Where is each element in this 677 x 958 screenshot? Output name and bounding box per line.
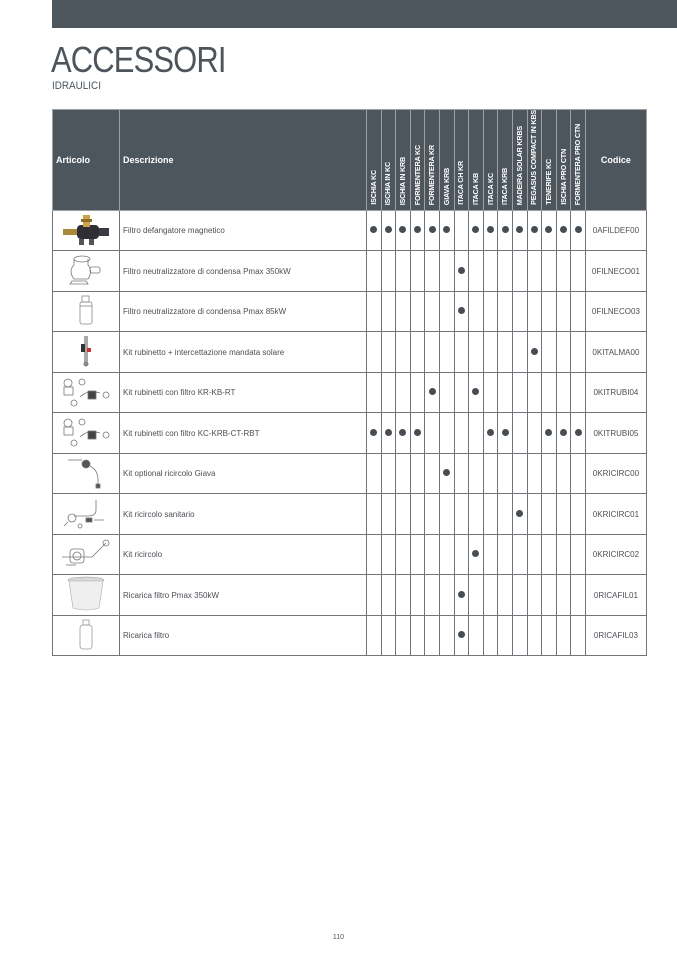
code-cell: 0KITRUBI04 xyxy=(585,372,646,413)
compatibility-cell xyxy=(527,291,542,332)
column-header-model: ISCHIA IN KC xyxy=(381,110,396,211)
compatibility-cell xyxy=(367,534,382,575)
compatibility-cell xyxy=(542,251,557,292)
compatibility-cell xyxy=(483,413,498,454)
compatibility-cell xyxy=(498,372,513,413)
compatibility-cell xyxy=(439,413,454,454)
recirculation-giava-image xyxy=(64,456,108,492)
page-subtitle: IDRAULICI xyxy=(52,80,101,92)
compatibility-cell xyxy=(439,575,454,616)
column-header-model: GIAVA KRB xyxy=(439,110,454,211)
compatibility-cell xyxy=(571,372,586,413)
compatibility-cell xyxy=(425,615,440,656)
compatibility-cell xyxy=(396,413,411,454)
compatible-dot-icon xyxy=(487,226,494,233)
compatibility-cell xyxy=(469,210,484,251)
compatibility-cell xyxy=(571,575,586,616)
table-row xyxy=(53,615,647,656)
compatibility-cell xyxy=(439,291,454,332)
accessories-table xyxy=(52,109,647,656)
solar-tap-kit-image xyxy=(78,334,94,370)
compatibility-cell xyxy=(410,615,425,656)
compatibility-cell xyxy=(556,615,571,656)
compatible-dot-icon xyxy=(429,388,436,395)
compatibility-cell xyxy=(556,413,571,454)
compatibility-cell xyxy=(571,453,586,494)
compatibility-cell xyxy=(396,534,411,575)
compatible-dot-icon xyxy=(531,348,538,355)
article-image-cell xyxy=(53,615,120,656)
compatibility-cell xyxy=(454,291,469,332)
compatible-dot-icon xyxy=(531,226,538,233)
compatibility-cell xyxy=(542,413,557,454)
compatibility-cell xyxy=(425,494,440,535)
compatibility-cell xyxy=(381,251,396,292)
compatibility-cell xyxy=(469,332,484,373)
compatible-dot-icon xyxy=(472,388,479,395)
compatible-dot-icon xyxy=(385,226,392,233)
compatibility-cell xyxy=(512,372,527,413)
table-row xyxy=(53,413,647,454)
tap-filter-kit-image xyxy=(58,375,114,411)
compatibility-cell xyxy=(542,372,557,413)
compatibility-cell xyxy=(439,615,454,656)
compatibility-cell xyxy=(439,251,454,292)
description-cell: Kit ricircolo sanitario xyxy=(120,494,367,535)
compatibility-cell xyxy=(483,372,498,413)
compatible-dot-icon xyxy=(458,591,465,598)
column-header-model: ITACA KRB xyxy=(498,110,513,211)
compatible-dot-icon xyxy=(560,226,567,233)
description-cell: Filtro defangatore magnetico xyxy=(120,210,367,251)
compatibility-cell xyxy=(527,534,542,575)
description-cell: Kit rubinetti con filtro KR-KB-RT xyxy=(120,372,367,413)
compatibility-cell xyxy=(512,494,527,535)
compatible-dot-icon xyxy=(458,631,465,638)
compatibility-cell xyxy=(454,575,469,616)
compatibility-cell xyxy=(367,291,382,332)
compatibility-cell xyxy=(498,210,513,251)
compatibility-cell xyxy=(439,534,454,575)
compatibility-cell xyxy=(498,494,513,535)
compatible-dot-icon xyxy=(414,429,421,436)
compatibility-cell xyxy=(512,534,527,575)
compatible-dot-icon xyxy=(472,226,479,233)
compatibility-cell xyxy=(556,210,571,251)
compatibility-cell xyxy=(556,494,571,535)
compatible-dot-icon xyxy=(399,226,406,233)
compatibility-cell xyxy=(556,575,571,616)
compatibility-cell xyxy=(512,291,527,332)
compatibility-cell xyxy=(483,575,498,616)
compatibility-cell xyxy=(483,534,498,575)
compatibility-cell xyxy=(410,453,425,494)
compatible-dot-icon xyxy=(502,226,509,233)
compatible-dot-icon xyxy=(443,226,450,233)
compatible-dot-icon xyxy=(458,267,465,274)
compatibility-cell xyxy=(498,291,513,332)
compatibility-cell xyxy=(439,332,454,373)
compatibility-cell xyxy=(367,372,382,413)
top-banner xyxy=(52,0,677,28)
table-row xyxy=(53,534,647,575)
compatibility-cell xyxy=(498,575,513,616)
compatible-dot-icon xyxy=(414,226,421,233)
table-header-row xyxy=(53,110,647,211)
compatibility-cell xyxy=(410,251,425,292)
compatibility-cell xyxy=(439,453,454,494)
compatibility-cell xyxy=(454,332,469,373)
article-image-cell xyxy=(53,575,120,616)
compatibility-cell xyxy=(367,615,382,656)
article-image-cell xyxy=(53,453,120,494)
compatibility-cell xyxy=(512,413,527,454)
compatibility-cell xyxy=(571,494,586,535)
compatibility-cell xyxy=(396,332,411,373)
compatibility-cell xyxy=(512,332,527,373)
compatibility-cell xyxy=(469,494,484,535)
compatibility-cell xyxy=(498,534,513,575)
compatible-dot-icon xyxy=(502,429,509,436)
compatibility-cell xyxy=(556,534,571,575)
compatibility-cell xyxy=(425,210,440,251)
compatibility-cell xyxy=(512,453,527,494)
compatibility-cell xyxy=(498,453,513,494)
compatibility-cell xyxy=(542,494,557,535)
compatibility-cell xyxy=(425,372,440,413)
article-image-cell xyxy=(53,534,120,575)
compatibility-cell xyxy=(454,413,469,454)
compatible-dot-icon xyxy=(516,510,523,517)
description-cell: Ricarica filtro Pmax 350kW xyxy=(120,575,367,616)
compatibility-cell xyxy=(439,372,454,413)
filter-refill-image xyxy=(76,618,96,654)
description-cell: Filtro neutralizzatore di condensa Pmax 350kW xyxy=(120,251,367,292)
compatibility-cell xyxy=(410,210,425,251)
compatibility-cell xyxy=(396,372,411,413)
compatibility-cell xyxy=(439,210,454,251)
column-header-model: ITACA KC xyxy=(483,110,498,211)
compatibility-cell xyxy=(425,251,440,292)
compatibility-cell xyxy=(571,534,586,575)
code-cell: 0KRICIRC00 xyxy=(585,453,646,494)
column-header-model: ITACA CH KR xyxy=(454,110,469,211)
compatible-dot-icon xyxy=(443,469,450,476)
article-image-cell xyxy=(53,210,120,251)
compatibility-cell xyxy=(410,372,425,413)
column-header-model: MADEIRA SOLAR KRBS xyxy=(512,110,527,211)
compatibility-cell xyxy=(381,534,396,575)
compatibility-cell xyxy=(454,210,469,251)
compatibility-cell xyxy=(571,413,586,454)
code-cell: 0FILNECO01 xyxy=(585,251,646,292)
compatibility-cell xyxy=(498,332,513,373)
compatibility-cell xyxy=(556,251,571,292)
compatibility-cell xyxy=(527,372,542,413)
compatibility-cell xyxy=(396,615,411,656)
compatibility-cell xyxy=(425,534,440,575)
compatible-dot-icon xyxy=(370,429,377,436)
code-cell: 0AFILDEF00 xyxy=(585,210,646,251)
compatibility-cell xyxy=(410,534,425,575)
compatible-dot-icon xyxy=(385,429,392,436)
compatibility-cell xyxy=(367,251,382,292)
compatibility-cell xyxy=(439,494,454,535)
column-header-model: FORMENTERA KC xyxy=(410,110,425,211)
table-row xyxy=(53,251,647,292)
compatibility-cell xyxy=(381,332,396,373)
compatibility-cell xyxy=(469,615,484,656)
compatibility-cell xyxy=(527,413,542,454)
code-cell: 0KRICIRC01 xyxy=(585,494,646,535)
compatibility-cell xyxy=(396,251,411,292)
compatibility-cell xyxy=(483,291,498,332)
compatibility-cell xyxy=(498,413,513,454)
compatibility-cell xyxy=(512,210,527,251)
compatibility-cell xyxy=(469,291,484,332)
page-number: 110 xyxy=(332,934,345,941)
compatibility-cell xyxy=(527,453,542,494)
condensate-neutralizer-350-image xyxy=(64,253,108,289)
magnetic-filter-image xyxy=(57,213,115,249)
compatible-dot-icon xyxy=(575,226,582,233)
compatible-dot-icon xyxy=(370,226,377,233)
compatible-dot-icon xyxy=(545,226,552,233)
compatible-dot-icon xyxy=(399,429,406,436)
compatibility-cell xyxy=(542,453,557,494)
compatibility-cell xyxy=(527,251,542,292)
compatibility-cell xyxy=(527,210,542,251)
table-row xyxy=(53,575,647,616)
code-cell: 0FILNECO03 xyxy=(585,291,646,332)
compatibility-cell xyxy=(483,615,498,656)
code-cell: 0KITALMA00 xyxy=(585,332,646,373)
compatible-dot-icon xyxy=(575,429,582,436)
compatibility-cell xyxy=(396,291,411,332)
compatibility-cell xyxy=(483,494,498,535)
compatibility-cell xyxy=(454,372,469,413)
article-image-cell xyxy=(53,494,120,535)
article-image-cell xyxy=(53,413,120,454)
compatibility-cell xyxy=(454,251,469,292)
compatible-dot-icon xyxy=(487,429,494,436)
compatibility-cell xyxy=(425,453,440,494)
compatibility-cell xyxy=(542,291,557,332)
compatibility-cell xyxy=(425,413,440,454)
compatibility-cell xyxy=(425,291,440,332)
compatibility-cell xyxy=(367,332,382,373)
compatibility-cell xyxy=(367,413,382,454)
compatibility-cell xyxy=(381,413,396,454)
compatibility-cell xyxy=(483,453,498,494)
compatibility-cell xyxy=(425,575,440,616)
compatibility-cell xyxy=(556,332,571,373)
table-body xyxy=(53,210,647,656)
compatibility-cell xyxy=(542,332,557,373)
compatibility-cell xyxy=(396,453,411,494)
column-header-codice: Codice xyxy=(585,110,646,211)
compatibility-cell xyxy=(469,575,484,616)
article-image-cell xyxy=(53,332,120,373)
description-cell: Ricarica filtro xyxy=(120,615,367,656)
compatibility-cell xyxy=(483,251,498,292)
compatibility-cell xyxy=(571,251,586,292)
compatibility-cell xyxy=(483,332,498,373)
compatibility-cell xyxy=(425,332,440,373)
compatibility-cell xyxy=(542,210,557,251)
compatibility-cell xyxy=(381,494,396,535)
compatibility-cell xyxy=(367,575,382,616)
table-row xyxy=(53,494,647,535)
recirculation-kit-image xyxy=(58,537,114,573)
compatibility-cell xyxy=(542,534,557,575)
compatibility-cell xyxy=(381,210,396,251)
compatibility-cell xyxy=(410,575,425,616)
column-header-model: FORMENTERA PRO CTN xyxy=(571,110,586,211)
code-cell: 0KRICIRC02 xyxy=(585,534,646,575)
code-cell: 0RICAFIL03 xyxy=(585,615,646,656)
article-image-cell xyxy=(53,372,120,413)
column-header-model: FORMENTERA KR xyxy=(425,110,440,211)
code-cell: 0KITRUBI05 xyxy=(585,413,646,454)
compatibility-cell xyxy=(512,615,527,656)
compatibility-cell xyxy=(556,372,571,413)
compatibility-cell xyxy=(469,453,484,494)
compatibility-cell xyxy=(454,615,469,656)
compatibility-cell xyxy=(542,615,557,656)
compatibility-cell xyxy=(410,291,425,332)
compatible-dot-icon xyxy=(472,550,479,557)
column-header-model: TENERIFE KC xyxy=(542,110,557,211)
article-image-cell xyxy=(53,291,120,332)
compatible-dot-icon xyxy=(429,226,436,233)
compatibility-cell xyxy=(527,494,542,535)
compatible-dot-icon xyxy=(545,429,552,436)
compatibility-cell xyxy=(381,575,396,616)
compatible-dot-icon xyxy=(516,226,523,233)
compatibility-cell xyxy=(381,372,396,413)
compatibility-cell xyxy=(367,453,382,494)
column-header-model: ISCHIA PRO CTN xyxy=(556,110,571,211)
compatibility-cell xyxy=(367,494,382,535)
compatibility-cell xyxy=(571,332,586,373)
compatibility-cell xyxy=(571,615,586,656)
column-header-model: ISCHIA KC xyxy=(367,110,382,211)
compatibility-cell xyxy=(527,575,542,616)
compatibility-cell xyxy=(498,615,513,656)
compatibility-cell xyxy=(571,210,586,251)
table-row xyxy=(53,453,647,494)
compatibility-cell xyxy=(556,453,571,494)
condensate-neutralizer-85-image xyxy=(76,294,96,330)
compatibility-cell xyxy=(542,575,557,616)
compatibility-cell xyxy=(512,251,527,292)
description-cell: Kit optional ricircolo Giava xyxy=(120,453,367,494)
compatibility-cell xyxy=(483,210,498,251)
compatibility-cell xyxy=(454,453,469,494)
code-cell: 0RICAFIL01 xyxy=(585,575,646,616)
description-cell: Kit ricircolo xyxy=(120,534,367,575)
filter-refill-350-image xyxy=(66,576,106,614)
compatibility-cell xyxy=(367,210,382,251)
column-header-model: ITACA KB xyxy=(469,110,484,211)
compatibility-cell xyxy=(396,575,411,616)
description-cell: Kit rubinetti con filtro KC-KRB-CT-RBT xyxy=(120,413,367,454)
compatibility-cell xyxy=(396,210,411,251)
table-row xyxy=(53,372,647,413)
compatibility-cell xyxy=(556,291,571,332)
compatibility-cell xyxy=(454,534,469,575)
column-header-descrizione: Descrizione xyxy=(120,110,367,211)
table-row xyxy=(53,332,647,373)
compatibility-cell xyxy=(469,413,484,454)
compatibility-cell xyxy=(527,615,542,656)
compatibility-cell xyxy=(410,413,425,454)
compatibility-cell xyxy=(571,291,586,332)
article-image-cell xyxy=(53,251,120,292)
compatibility-cell xyxy=(469,372,484,413)
tap-filter-kit-image xyxy=(58,415,114,451)
compatibility-cell xyxy=(381,291,396,332)
description-cell: Filtro neutralizzatore di condensa Pmax 85kW xyxy=(120,291,367,332)
column-header-model: ISCHIA IN KRB xyxy=(396,110,411,211)
compatibility-cell xyxy=(469,534,484,575)
page-title: ACCESSORI xyxy=(51,39,226,80)
table-row xyxy=(53,291,647,332)
compatibility-cell xyxy=(498,251,513,292)
column-header-model: PEGASUS COMPACT IN KBS xyxy=(527,110,542,211)
description-cell: Kit rubinetto + intercettazione mandata solare xyxy=(120,332,367,373)
table-row xyxy=(53,210,647,251)
compatible-dot-icon xyxy=(560,429,567,436)
compatibility-cell xyxy=(527,332,542,373)
compatibility-cell xyxy=(381,453,396,494)
compatibility-cell xyxy=(512,575,527,616)
compatibility-cell xyxy=(381,615,396,656)
sanitary-recirculation-image xyxy=(60,496,112,532)
compatibility-cell xyxy=(410,332,425,373)
compatibility-cell xyxy=(454,494,469,535)
compatibility-cell xyxy=(469,251,484,292)
compatibility-cell xyxy=(410,494,425,535)
compatibility-cell xyxy=(396,494,411,535)
column-header-articolo: Articolo xyxy=(53,110,120,211)
compatible-dot-icon xyxy=(458,307,465,314)
